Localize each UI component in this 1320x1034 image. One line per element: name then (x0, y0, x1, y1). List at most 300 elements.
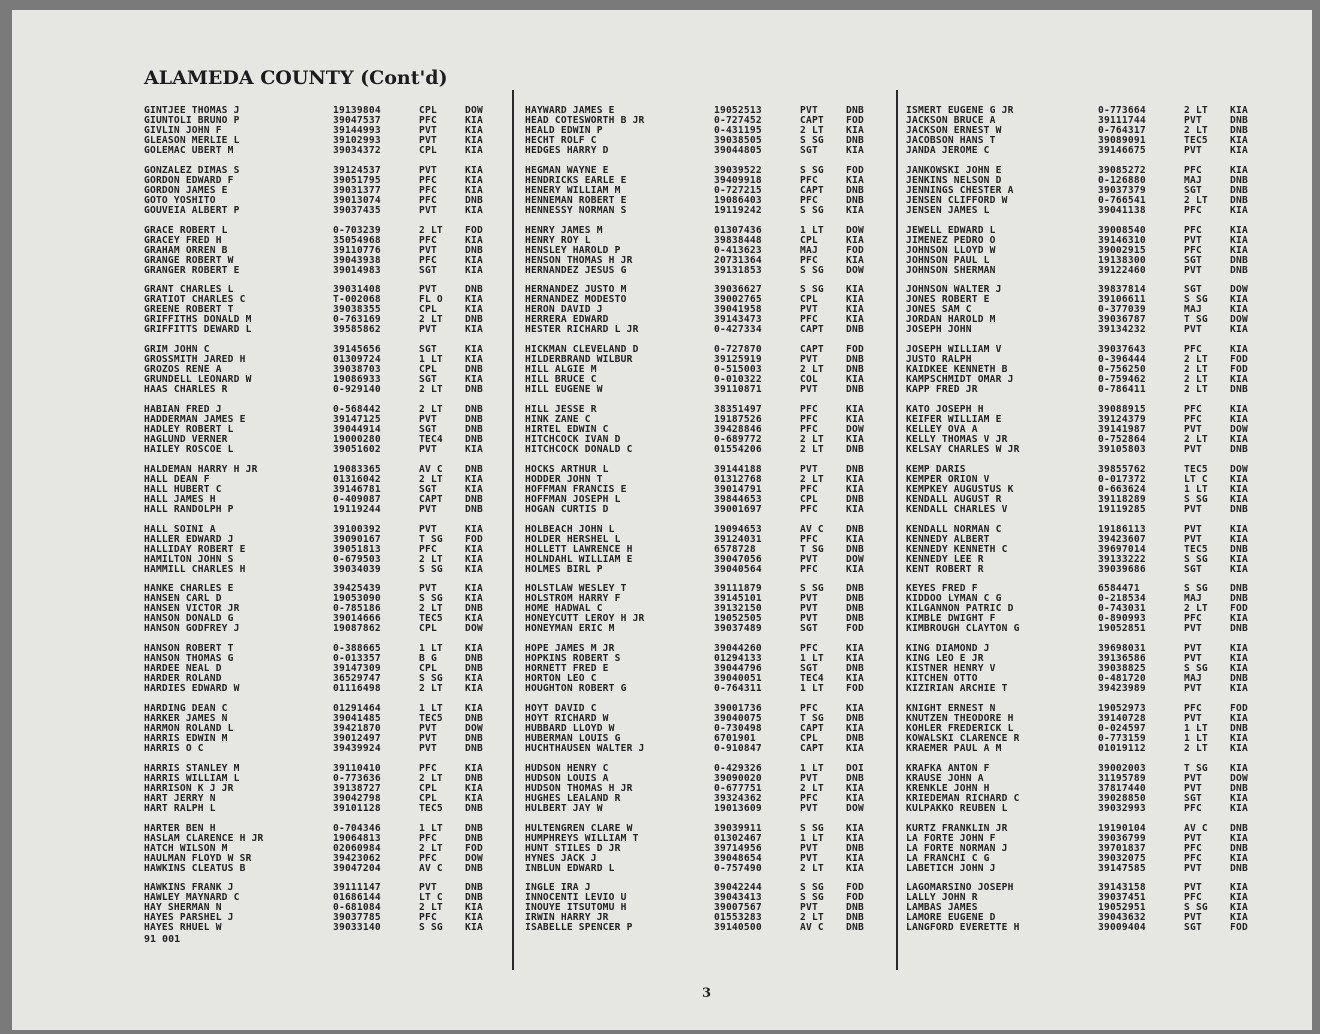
entry-status: DNB (846, 185, 864, 196)
entry-row (525, 604, 878, 614)
entry-serial: 39042798 (333, 793, 381, 804)
entry-row (525, 744, 878, 754)
entry-serial: 0-743031 (1098, 604, 1146, 615)
entry-group (906, 644, 1262, 694)
entry-serial: 19119285 (1098, 504, 1146, 515)
entry-rank: PVT (1184, 265, 1202, 276)
entry-name: HANKE CHARLES E (144, 584, 234, 595)
entry-serial: 39102993 (333, 136, 381, 146)
entry-name: HEAD COTESWORTH B JR (525, 116, 645, 126)
entry-name: HORNETT FRED E (525, 664, 609, 675)
entry-name: HERON DAVID J (525, 305, 603, 316)
entry-name: KRIEDEMAN RICHARD C (906, 793, 1020, 804)
entry-serial: 0-409087 (333, 494, 381, 505)
entry-status: KIA (1230, 564, 1248, 575)
entry-group (906, 226, 1262, 276)
entry-row (144, 824, 497, 834)
entry-name: GRIFFITTS DEWARD L (144, 325, 252, 336)
entry-status: KIA (846, 414, 864, 425)
entry-serial: 0-126880 (1098, 175, 1146, 186)
entry-rank: PVT (800, 554, 818, 565)
entry-serial: 39147585 (1098, 863, 1146, 874)
entry-rank: SGT (800, 146, 818, 156)
entry-name: HAYES RHUEL W (144, 923, 222, 934)
entry-status: DNB (465, 245, 483, 256)
entry-name: HOYT RICHARD W (525, 713, 609, 724)
entry-name: KIMBROUGH CLAYTON G (906, 624, 1020, 635)
entry-rank: PFC (1184, 225, 1202, 236)
entry-name: KOHLER FREDERICK L (906, 723, 1014, 734)
entry-row (906, 166, 1262, 176)
entry-row (144, 614, 497, 624)
entry-status: KIA (1230, 235, 1248, 246)
entry-rank: MAJ (1184, 175, 1202, 186)
entry-group (144, 345, 497, 395)
entry-name: HENERY WILLIAM M (525, 185, 621, 196)
entry-rank: 1 LT (800, 654, 824, 665)
entry-serial: 39012497 (333, 733, 381, 744)
entry-rank: PFC (800, 564, 818, 575)
entry-row (144, 883, 497, 893)
entry-name: KIDDOO LYMAN C G (906, 594, 1002, 605)
entry-name: HARRIS O C (144, 743, 204, 754)
entry-name: HALL DEAN F (144, 474, 210, 485)
entry-row (525, 525, 878, 535)
entry-serial: 0-429326 (714, 763, 762, 774)
entry-row (906, 664, 1262, 674)
entry-serial: 39037451 (1098, 893, 1146, 904)
entry-serial: 19187526 (714, 414, 762, 425)
entry-row (525, 624, 878, 634)
entry-row (525, 146, 878, 156)
entry-status: KIA (465, 594, 483, 605)
entry-name: INOUYE ITSUTOMU H (525, 903, 627, 914)
entry-serial: 39014666 (333, 614, 381, 625)
entry-rank: CPL (419, 783, 437, 794)
entry-rank: TEC5 (419, 803, 443, 814)
entry-serial: 39037489 (714, 624, 762, 635)
entry-row (144, 704, 497, 714)
entry-serial: 39134232 (1098, 325, 1146, 336)
entry-name: HUGHES LEALAND R (525, 793, 621, 804)
entry-group (906, 704, 1262, 754)
entry-row (144, 305, 497, 315)
entry-rank: 2 LT (1184, 195, 1208, 206)
entry-row (525, 325, 878, 335)
entry-status: DNB (465, 823, 483, 834)
entry-rank: S SG (419, 594, 443, 605)
entry-row (906, 315, 1262, 325)
entry-row (906, 495, 1262, 505)
entry-row (144, 435, 497, 445)
entry-name: HINK ZANE C (525, 414, 591, 425)
entry-rank: 2 LT (1184, 126, 1208, 136)
entry-rank: CAPT (800, 116, 824, 126)
entry-rank: CPL (419, 365, 437, 376)
entry-row (906, 256, 1262, 266)
entry-rank: T SG (800, 713, 824, 724)
entry-serial: 39428846 (714, 424, 762, 435)
entry-serial: 0-681084 (333, 903, 381, 914)
entry-serial: 19086933 (333, 375, 381, 386)
entry-status: DNB (1230, 544, 1248, 555)
entry-status: KIA (846, 793, 864, 804)
entry-status: FOD (1230, 365, 1248, 376)
entry-rank: 2 LT (419, 474, 443, 485)
entry-row (144, 266, 497, 276)
entry-status: KIA (1230, 654, 1248, 665)
entry-rank: PFC (419, 235, 437, 246)
entry-name: GRAHAM ORREN B (144, 245, 228, 256)
entry-serial: 39111879 (714, 584, 762, 595)
entry-name: JOSEPH WILLIAM V (906, 345, 1002, 356)
entry-row (906, 266, 1262, 276)
entry-status: DNB (465, 404, 483, 415)
entry-rank: SGT (1184, 793, 1202, 804)
entry-rank: PVT (419, 524, 437, 535)
entry-status: KIA (1230, 165, 1248, 176)
entry-row (144, 355, 497, 365)
entry-row (906, 594, 1262, 604)
entry-rank: PVT (800, 355, 818, 366)
entry-name: GROZOS RENE A (144, 365, 222, 376)
entry-status: KIA (465, 474, 483, 485)
entry-serial: 0-764317 (1098, 126, 1146, 136)
entry-name: KISTNER HENRY V (906, 664, 996, 675)
entry-rank: PFC (800, 414, 818, 425)
entry-status: FOD (846, 165, 864, 176)
entry-status: DNB (1230, 723, 1248, 734)
entry-serial: 39124031 (714, 534, 762, 545)
entry-rank: 2 LT (800, 126, 824, 136)
entry-status: DNB (846, 733, 864, 744)
entry-name: HUDSON LOUIS A (525, 773, 609, 784)
entry-status: KIA (846, 146, 864, 156)
entry-status: KIA (1230, 733, 1248, 744)
entry-status: KIA (1230, 893, 1248, 904)
entry-row (906, 614, 1262, 624)
entry-status: DNB (465, 385, 483, 396)
entry-serial: 19053090 (333, 594, 381, 605)
entry-status: KIA (465, 484, 483, 495)
entry-row (906, 236, 1262, 246)
entry-serial: 36529747 (333, 674, 381, 685)
entry-serial: 39002765 (714, 295, 762, 306)
entry-serial: 39423607 (1098, 534, 1146, 545)
entry-rank: S SG (800, 893, 824, 904)
entry-row (906, 684, 1262, 694)
entry-name: KITCHEN OTTO (906, 674, 978, 685)
entry-serial: 01686144 (333, 893, 381, 904)
entry-row (144, 126, 497, 136)
entry-rank: PVT (1184, 913, 1202, 924)
entry-name: KRAEMER PAUL A M (906, 743, 1002, 754)
entry-rank: 2 LT (419, 554, 443, 565)
entry-status: DOW (1230, 315, 1248, 326)
entry-rank: TEC4 (419, 434, 443, 445)
entry-row (906, 724, 1262, 734)
entry-serial: 39031377 (333, 185, 381, 196)
entry-serial: 39008540 (1098, 225, 1146, 236)
entry-serial: 39047056 (714, 554, 762, 565)
entry-row (525, 475, 878, 485)
entry-status: DNB (465, 604, 483, 615)
entry-status: KIA (465, 205, 483, 216)
entry-serial: 19052951 (1098, 903, 1146, 914)
entry-row (144, 116, 497, 126)
entry-row (525, 375, 878, 385)
entry-row (525, 415, 878, 425)
entry-group (525, 226, 878, 276)
entry-name: KIZIRIAN ARCHIE T (906, 684, 1008, 695)
entry-row (906, 425, 1262, 435)
entry-group (906, 584, 1262, 634)
entry-name: HUNT STILES D JR (525, 843, 621, 854)
entry-rank: S SG (419, 923, 443, 934)
entry-status: KIA (846, 315, 864, 326)
entry-row (144, 844, 497, 854)
entry-status: KIA (846, 564, 864, 575)
entry-serial: 39714956 (714, 843, 762, 854)
entry-group (144, 106, 497, 156)
entry-name: KENNEDY KENNETH C (906, 544, 1008, 555)
entry-serial: 39036799 (1098, 833, 1146, 844)
entry-row (144, 864, 497, 874)
entry-status: KIA (846, 434, 864, 445)
entry-serial: 0-766541 (1098, 195, 1146, 206)
entry-row (906, 415, 1262, 425)
entry-row (906, 764, 1262, 774)
entry-serial: 39146781 (333, 484, 381, 495)
entry-row (906, 505, 1262, 515)
entry-status: KIA (846, 375, 864, 386)
entry-row (144, 764, 497, 774)
entry-rank: PVT (1184, 424, 1202, 435)
entry-status: KIA (846, 703, 864, 714)
entry-status: DOW (846, 265, 864, 276)
entry-row (906, 913, 1262, 923)
entry-rank: PVT (1184, 833, 1202, 844)
entry-serial: 6578728 (714, 544, 756, 555)
entry-serial: 39409918 (714, 175, 762, 186)
entry-rank: 2 LT (1184, 106, 1208, 116)
entry-serial: 19052851 (1098, 624, 1146, 635)
entry-row (906, 565, 1262, 575)
entry-serial: 39106611 (1098, 295, 1146, 306)
entry-rank: PFC (1184, 165, 1202, 176)
entry-name: HOYT DAVID C (525, 703, 597, 714)
entry-rank: 2 LT (1184, 434, 1208, 445)
entry-serial: 39044914 (333, 424, 381, 435)
entry-row (906, 555, 1262, 565)
entry-row (906, 285, 1262, 295)
entry-row (144, 445, 497, 455)
entry-serial: 0-515003 (714, 365, 762, 376)
entry-rank: T SG (1184, 763, 1208, 774)
entry-status: KIA (465, 146, 483, 156)
entry-status: DNB (1230, 116, 1248, 126)
entry-row (906, 903, 1262, 913)
entry-group (525, 704, 878, 754)
entry-serial: 39002915 (1098, 245, 1146, 256)
entry-rank: PFC (419, 833, 437, 844)
entry-rank: SGT (800, 664, 818, 675)
entry-rank: PVT (800, 464, 818, 475)
entry-row (525, 734, 878, 744)
entry-row (144, 186, 497, 196)
entry-group (525, 106, 878, 156)
entry-name: HARDIES EDWARD W (144, 684, 240, 695)
entry-rank: PFC (1184, 853, 1202, 864)
entry-rank: COL (800, 375, 818, 386)
entry-row (906, 226, 1262, 236)
entry-name: KENDALL NORMAN C (906, 524, 1002, 535)
entry-status: DNB (465, 743, 483, 754)
entry-status: DNB (1230, 823, 1248, 834)
entry-rank: PFC (800, 175, 818, 186)
entry-row (144, 525, 497, 535)
entry-name: HENSON THOMAS H JR (525, 255, 633, 266)
entry-status: KIA (465, 763, 483, 774)
entry-row (906, 644, 1262, 654)
entry-name: KELLEY OVA A (906, 424, 978, 435)
entry-rank: PFC (800, 255, 818, 266)
entry-serial: 39002003 (1098, 763, 1146, 774)
entry-rank: PVT (1184, 235, 1202, 246)
entry-serial: 39088915 (1098, 404, 1146, 415)
entry-serial: 39037785 (333, 913, 381, 924)
entry-status: KIA (1230, 225, 1248, 236)
entry-serial: 39041138 (1098, 205, 1146, 216)
entry-status: FOD (1230, 355, 1248, 366)
entry-serial: 39105803 (1098, 444, 1146, 455)
entry-row (525, 425, 878, 435)
entry-rank: CAPT (800, 723, 824, 734)
entry-rank: PFC (1184, 245, 1202, 256)
entry-row (525, 345, 878, 355)
entry-rank: 2 LT (419, 843, 443, 854)
entry-status: KIA (846, 783, 864, 794)
entry-rank: 2 LT (419, 684, 443, 695)
entry-row (525, 794, 878, 804)
entry-serial: 39039686 (1098, 564, 1146, 575)
entry-status: DNB (465, 424, 483, 435)
entry-row (144, 375, 497, 385)
entry-group (144, 824, 497, 874)
entry-group (144, 704, 497, 754)
entry-row (525, 305, 878, 315)
entry-status: DNB (846, 713, 864, 724)
entry-serial: 39145101 (714, 594, 762, 605)
entry-serial: 39044805 (714, 146, 762, 156)
entry-status: DNB (846, 365, 864, 376)
entry-status: KIA (1230, 763, 1248, 774)
entry-status: DNB (1230, 674, 1248, 685)
entry-rank: PVT (419, 414, 437, 425)
entry-serial: 39038355 (333, 305, 381, 316)
entry-row (144, 325, 497, 335)
entry-serial: 39146310 (1098, 235, 1146, 246)
entry-serial: 01291464 (333, 703, 381, 714)
entry-serial: 39698031 (1098, 644, 1146, 655)
entry-row (144, 624, 497, 634)
entry-status: DNB (1230, 783, 1248, 794)
entry-name: HILDERBRAND WILBUR (525, 355, 633, 366)
entry-row (525, 495, 878, 505)
entry-rank: 2 LT (419, 385, 443, 396)
entry-name: JONES SAM C (906, 305, 972, 316)
entry-rank: SGT (419, 345, 437, 356)
entry-status: DNB (1230, 126, 1248, 136)
entry-rank: MAJ (1184, 674, 1202, 685)
entry-name: JEWELL EDWARD L (906, 225, 996, 236)
entry-name: KENDALL AUGUST R (906, 494, 1002, 505)
entry-row (144, 834, 497, 844)
entry-serial: 01294133 (714, 654, 762, 665)
entry-name: HODDER JOHN T (525, 474, 603, 485)
entry-serial: 39141987 (1098, 424, 1146, 435)
entry-rank: LT C (419, 893, 443, 904)
entry-serial: 39136586 (1098, 654, 1146, 665)
entry-status: KIA (846, 235, 864, 246)
entry-status: KIA (465, 584, 483, 595)
entry-row (906, 654, 1262, 664)
entry-name: KOWALSKI CLARENCE R (906, 733, 1020, 744)
entry-rank: 1 LT (800, 684, 824, 695)
entry-group (144, 166, 497, 216)
entry-name: HEGMAN WAYNE E (525, 165, 609, 176)
entry-serial: 39585862 (333, 325, 381, 336)
entry-status: KIA (465, 793, 483, 804)
entry-status: KIA (1230, 106, 1248, 116)
entry-rank: PVT (800, 903, 818, 914)
entry-rank: 1 LT (1184, 733, 1208, 744)
entry-name: HANSON ROBERT T (144, 644, 234, 655)
entry-name: HONEYMAN ERIC M (525, 624, 615, 635)
entry-serial: 39028850 (1098, 793, 1146, 804)
entry-row (144, 345, 497, 355)
entry-rank: 2 LT (800, 913, 824, 924)
entry-name: HARRIS WILLIAM L (144, 773, 240, 784)
entry-row (144, 285, 497, 295)
entry-name: HASLAM CLARENCE H JR (144, 833, 264, 844)
entry-serial: 0-757490 (714, 863, 762, 874)
entry-serial: 19190104 (1098, 823, 1146, 834)
entry-serial: 0-910847 (714, 743, 762, 754)
entry-status: KIA (465, 175, 483, 186)
entry-status: DOW (465, 853, 483, 864)
entry-row (525, 614, 878, 624)
entry-status: DNB (1230, 385, 1248, 396)
entry-name: KENT ROBERT R (906, 564, 984, 575)
entry-group (906, 106, 1262, 156)
entry-name: KNUTZEN THEODORE H (906, 713, 1014, 724)
entry-status: KIA (1230, 295, 1248, 306)
entry-serial: 39147125 (333, 414, 381, 425)
entry-serial: 39844653 (714, 494, 762, 505)
entry-row (906, 545, 1262, 555)
entry-rank: PFC (419, 195, 437, 206)
entry-status: DNB (846, 195, 864, 206)
entry-serial: 39036787 (1098, 315, 1146, 326)
entry-row (906, 525, 1262, 535)
entry-rank: PVT (1184, 534, 1202, 545)
entry-rank: 2 LT (800, 783, 824, 794)
entry-row (906, 674, 1262, 684)
entry-name: GRANGER ROBERT E (144, 265, 240, 276)
entry-row (525, 834, 878, 844)
entry-rank: PFC (419, 185, 437, 196)
